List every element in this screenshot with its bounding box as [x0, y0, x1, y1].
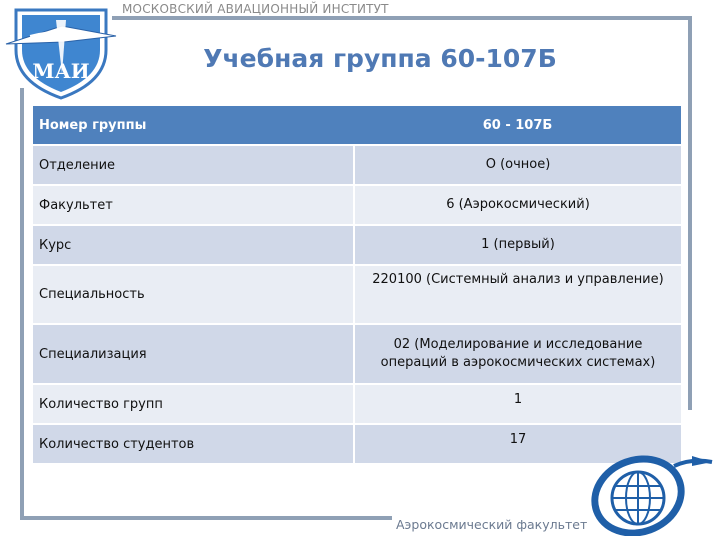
row-value: 1: [354, 384, 681, 424]
institute-name: МОСКОВСКИЙ АВИАЦИОННЫЙ ИНСТИТУТ: [122, 2, 389, 16]
mai-logo-text: МАИ: [32, 59, 90, 83]
frame-right-line: [688, 16, 692, 410]
row-value: О (очное): [354, 145, 681, 185]
table-row: [33, 265, 681, 324]
group-info-table: [33, 106, 681, 465]
row-value: 220100 (Системный анализ и управление): [354, 265, 681, 324]
table-row: [33, 145, 681, 185]
row-value: 02 (Моделирование и исследование операций в аэрокосмических системах): [354, 324, 681, 384]
aerospace-faculty-globe-icon: [588, 452, 714, 536]
table-header-value: 60 - 107Б: [354, 106, 681, 145]
table-row: [33, 185, 681, 225]
row-label: Факультет: [33, 185, 354, 225]
row-label: Специализация: [33, 324, 354, 384]
row-value: 17: [354, 424, 681, 464]
table-row: [33, 384, 681, 424]
table-row: [33, 424, 681, 464]
frame-top-line: [112, 16, 692, 20]
row-label: Курс: [33, 225, 354, 265]
table-row: [33, 225, 681, 265]
row-label: Количество студентов: [33, 424, 354, 464]
row-label: Специальность: [33, 265, 354, 324]
row-value: 6 (Аэрокосмический): [354, 185, 681, 225]
table-row: [33, 324, 681, 384]
mai-logo-icon: [2, 4, 120, 102]
row-label: Отделение: [33, 145, 354, 185]
footer-faculty: Аэрокосмический факультет: [396, 517, 588, 532]
table-header-label: Номер группы: [33, 106, 354, 145]
table-header-row: [33, 106, 681, 145]
frame-bottom-line: [20, 516, 392, 520]
frame-left-line: [20, 88, 24, 520]
row-value: 1 (первый): [354, 225, 681, 265]
row-label: Количество групп: [33, 384, 354, 424]
page-title: Учебная группа 60-107Б: [203, 44, 557, 73]
